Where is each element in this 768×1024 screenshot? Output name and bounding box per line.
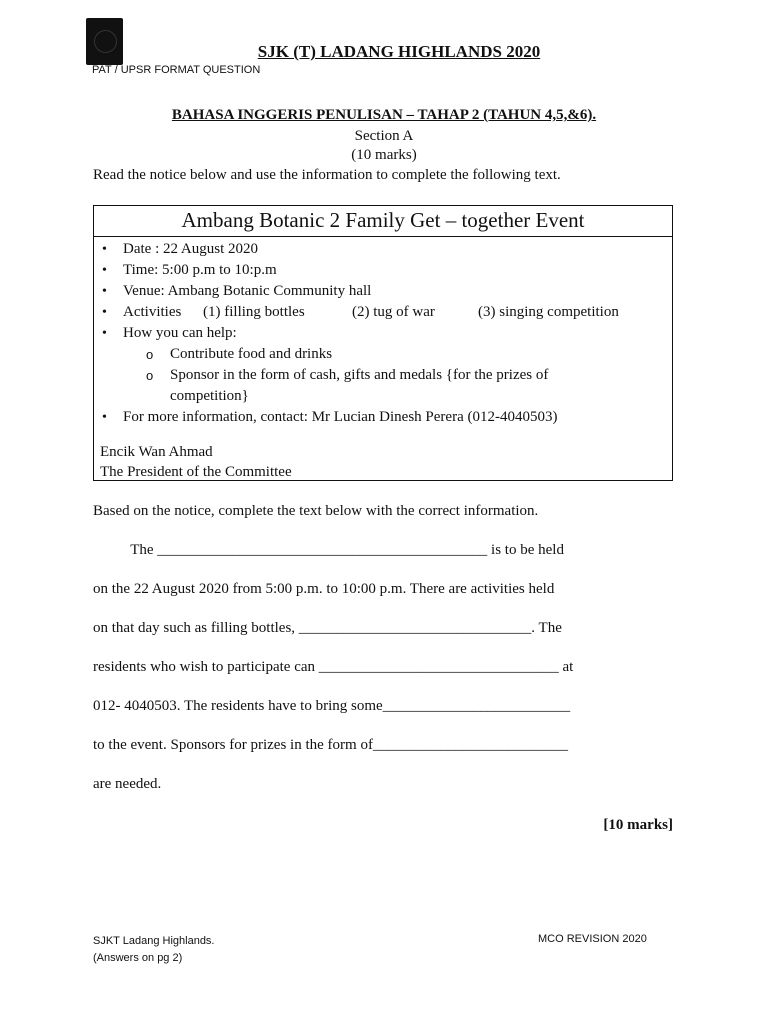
notice-activities (94, 302, 672, 323)
sub-bullet-icon: o (146, 347, 154, 362)
activities-label: Activities (123, 304, 182, 320)
notice-date: • Date : 22 August 2020 (94, 239, 672, 260)
notice-title: Ambang Botanic 2 Family Get – together Event (94, 206, 672, 237)
exercise-line-4: residents who wish to participate can ________________________________ at (93, 659, 574, 675)
signer-role: The President of the Committee (100, 464, 292, 480)
footer-school: SJKT Ladang Highlands. (93, 935, 215, 947)
paper-title: BAHASA INGGERIS PENULISAN – TAHAP 2 (TAHUN 4,5,&6). (171, 107, 597, 123)
exercise-line-3: on that day such as filling bottles, _______________________________. The (93, 620, 562, 636)
exercise-line-5: 012- 4040503. The residents have to bring some_________________________ (93, 698, 571, 714)
activity-3: (3) singing competition (478, 304, 619, 320)
total-marks: [10 marks] (603, 817, 673, 833)
exercise-line-2: on the 22 August 2020 from 5:00 p.m. to 10:00 p.m. There are activities held (93, 581, 555, 597)
exercise-intro: Based on the notice, complete the text below with the correct information. (93, 503, 539, 519)
notice-time: • Time: 5:00 p.m to 10:p.m (94, 260, 672, 281)
exercise-line-1: The ____________________________________________ is to be held (93, 542, 564, 558)
instruction-text: Read the notice below and use the information to complete the following text. (93, 167, 561, 183)
exercise-line-6: to the event. Sponsors for prizes in the form of__________________________ (93, 737, 568, 753)
section-label: Section A (354, 128, 414, 144)
help-item-2-text: Sponsor in the form of cash, gifts and medals {for the prizes of (170, 367, 549, 383)
notice-list (94, 239, 672, 428)
notice-venue: • Venue: Ambang Botanic Community hall (94, 281, 672, 302)
marks-label: (10 marks) (351, 147, 417, 163)
activity-1: (1) filling bottles (203, 304, 305, 320)
footer-left (93, 933, 215, 967)
help-item-2 (94, 365, 672, 386)
help-item-1-text: Contribute food and drinks (170, 346, 333, 362)
signer-name: Encik Wan Ahmad (100, 444, 213, 460)
sub-bullet-icon: o (146, 368, 154, 383)
help-item-2-cont: competition} (170, 388, 249, 404)
footer-answers-note: (Answers on pg 2) (93, 952, 183, 964)
notice-contact: • For more information, contact: Mr Lucian Dinesh Perera (012-4040503) (94, 407, 672, 428)
help-item-1 (94, 344, 672, 365)
notice-body (94, 237, 672, 482)
activity-2: (2) tug of war (352, 304, 435, 320)
school-title: SJK (T) LADANG HIGHLANDS 2020 (257, 42, 541, 61)
exercise-line-7: are needed. (93, 776, 162, 792)
format-note: PAT / UPSR FORMAT QUESTION (92, 64, 261, 76)
notice-help: • How you can help: (94, 323, 672, 344)
footer-revision: MCO REVISION 2020 (538, 933, 647, 945)
notice-box (93, 205, 673, 481)
